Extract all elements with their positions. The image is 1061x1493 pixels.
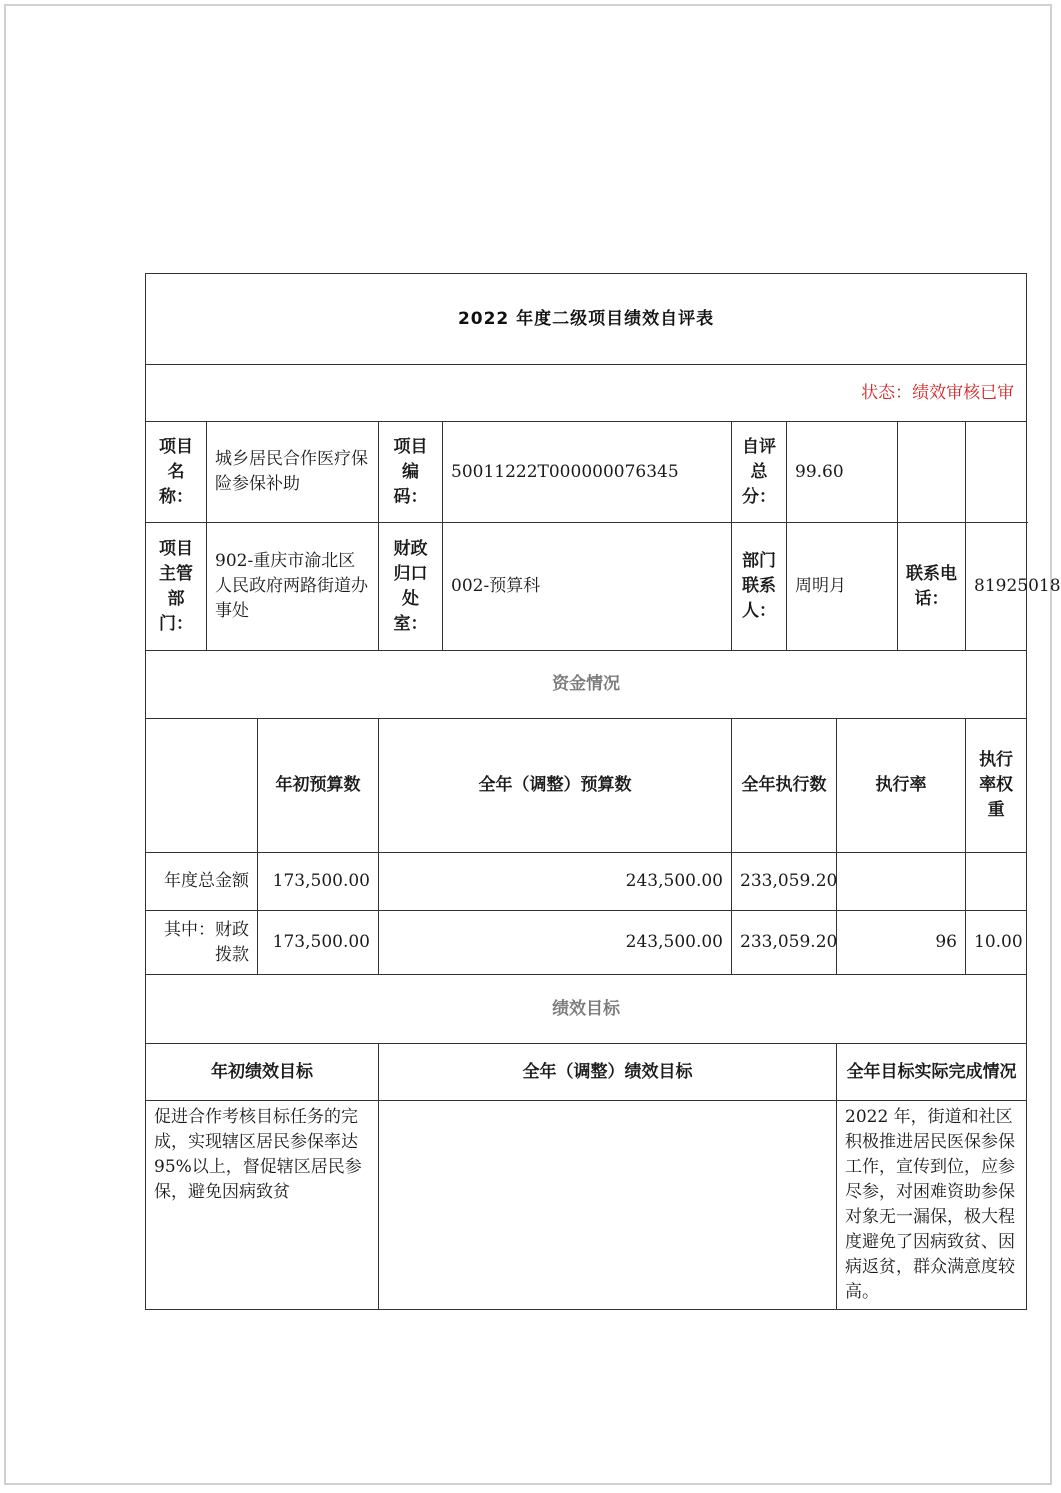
funds-weight-value: 10.00 — [966, 911, 1027, 975]
funds-header-executed: 全年执行数 — [732, 719, 837, 853]
funds-initial-value: 173,500.00 — [258, 853, 379, 911]
funds-executed-value: 233,059.20 — [732, 911, 837, 975]
funds-row-label: 年度总金额 — [146, 853, 258, 911]
project-code-value: 50011222T000000076345 — [443, 422, 732, 523]
funds-adjusted-value: 243,500.00 — [379, 911, 732, 975]
phone-value: 81925018 — [966, 523, 1027, 651]
dept-label: 项目主管部门： — [146, 523, 207, 651]
dept-value: 902-重庆市渝北区人民政府两路街道办事处 — [207, 523, 379, 651]
goals-header-initial: 年初绩效目标 — [146, 1044, 379, 1101]
funds-weight-value — [966, 853, 1027, 911]
goals-section-title: 绩效目标 — [146, 975, 1027, 1044]
funds-header-initial: 年初预算数 — [258, 719, 379, 853]
finance-office-label: 财政归口处室： — [379, 523, 443, 651]
empty-cell — [966, 422, 1027, 523]
self-score-value: 99.60 — [787, 422, 898, 523]
page-title: 2022 年度二级项目绩效自评表 — [146, 274, 1027, 365]
phone-label: 联系电话： — [898, 523, 966, 651]
funds-rate-value: 96 — [837, 911, 966, 975]
funds-header-adjusted: 全年（调整）预算数 — [379, 719, 732, 853]
contact-label: 部门联系人： — [732, 523, 787, 651]
funds-header-empty — [146, 719, 258, 853]
funds-section-title: 资金情况 — [146, 651, 1027, 719]
goals-header-actual: 全年目标实际完成情况 — [837, 1044, 1027, 1101]
project-code-label: 项目编码： — [379, 422, 443, 523]
project-name-value: 城乡居民合作医疗保险参保补助 — [207, 422, 379, 523]
funds-executed-value: 233,059.20 — [732, 853, 837, 911]
funds-initial-value: 173,500.00 — [258, 911, 379, 975]
funds-rate-value — [837, 853, 966, 911]
goals-adjusted-text — [379, 1101, 837, 1310]
goals-initial-text: 促进合作考核目标任务的完成，实现辖区居民参保率达 95%以上，督促辖区居民参保，避免因病致贫 — [146, 1101, 379, 1310]
evaluation-form — [145, 273, 1061, 1310]
finance-office-value: 002-预算科 — [443, 523, 732, 651]
status-text: 状态：绩效审核已审 — [146, 365, 1027, 422]
goals-header-adjusted: 全年（调整）绩效目标 — [379, 1044, 837, 1101]
project-name-label: 项目名称： — [146, 422, 207, 523]
empty-cell — [898, 422, 966, 523]
goals-actual-text: 2022 年，街道和社区积极推进居民医保参保工作，宣传到位，应参尽参，对困难资助参保对象无一漏保，极大程度避免了因病致贫、因病返贫，群众满意度较高。 — [837, 1101, 1027, 1310]
funds-row-label: 其中：财政拨款 — [146, 911, 258, 975]
self-score-label: 自评总分： — [732, 422, 787, 523]
contact-value: 周明月 — [787, 523, 898, 651]
funds-adjusted-value: 243,500.00 — [379, 853, 732, 911]
funds-header-weight: 执行率权重 — [966, 719, 1027, 853]
funds-header-rate: 执行率 — [837, 719, 966, 853]
